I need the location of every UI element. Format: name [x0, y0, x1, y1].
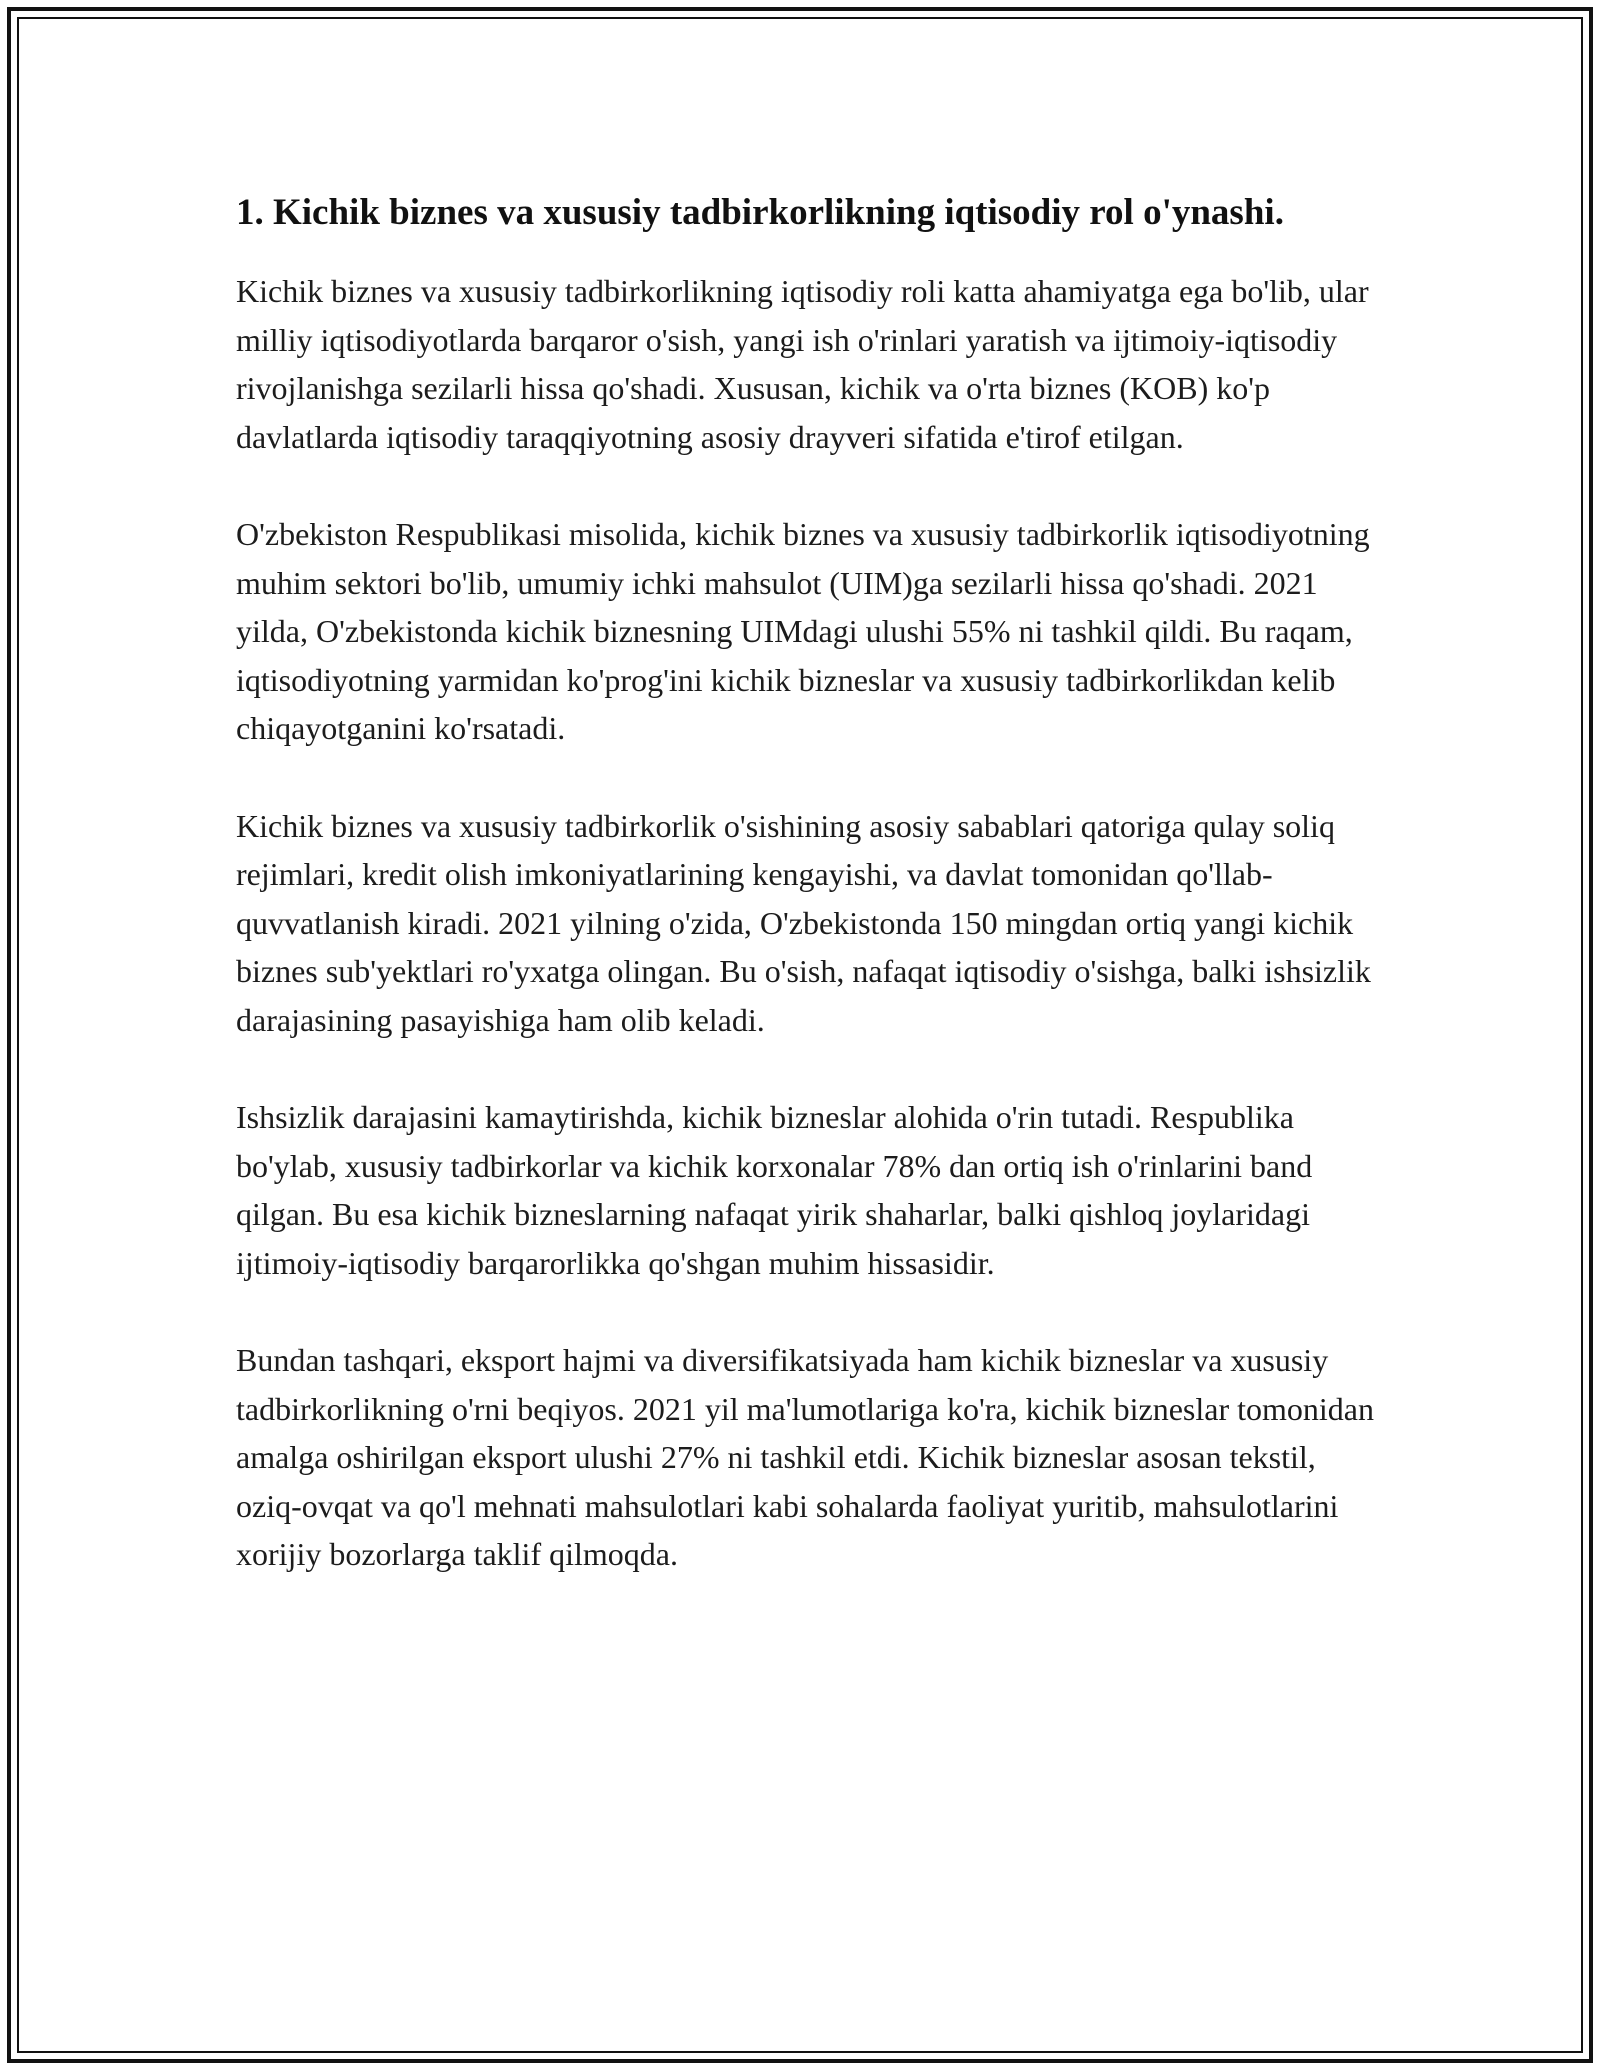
- paragraph-5: Bundan tashqari, eksport hajmi va diversifikatsiyada ham kichik bizneslar va xususiy tadbirkorlikning o'rni beqiyos. 2021 yil ma'lumotlariga ko'ra, kichik bizneslar tomonidan amalga oshirilgan eksport ulushi 27% ni tashkil etdi. Kichik bizneslar asosan tekstil, oziq-ovqat va qo'l mehnati mahsulotlari kabi sohalarda faoliyat yuritib, mahsulotlarini xorijiy bozorlarga taklif qilmoqda.: [236, 1342, 1374, 1572]
- paragraph-4: Ishsizlik darajasini kamaytirishda, kichik bizneslar alohida o'rin tutadi. Respublika bo'ylab, xususiy tadbirkorlar va kichik korxonalar 78% dan ortiq ish o'rinlarini band qilgan. Bu esa kichik bizneslarning nafaqat yirik shaharlar, balki qishloq joylaridagi ijtimoiy-iqtisodiy barqarorlikka qo'shgan muhim hissasidir.: [236, 1099, 1313, 1281]
- paragraph-1: Kichik biznes va xususiy tadbirkorlikning iqtisodiy roli katta ahamiyatga ega bo'lib, ular milliy iqtisodiyotlarda barqaror o'sish, yangi ish o'rinlari yaratish va ijtimoiy-iqtisodiy rivojlanishga sezilarli hissa qo'shadi. Xususan, kichik va o'rta biznes (KOB) ko'p davlatlarda iqtisodiy taraqqiyotning asosiy drayveri sifatida e'tirof etilgan.: [236, 273, 1369, 455]
- paragraph-3: Kichik biznes va xususiy tadbirkorlik o'sishining asosiy sabablari qatoriga qulay soliq rejimlari, kredit olish imkoniyatlarining kengayishi, va davlat tomonidan qo'llab-quvvatlanish kiradi. 2021 yilning o'zida, O'zbekistonda 150 mingdan ortiq yangi kichik biznes sub'yektlari ro'yxatga olingan. Bu o'sish, nafaqat iqtisodiy o'sishga, balki ishsizlik darajasining pasayishiga ham olib keladi.: [236, 807, 1371, 1038]
- paragraph-2: O'zbekiston Respublikasi misolida, kichik biznes va xususiy tadbirkorlik iqtisodiyotning muhim sektori bo'lib, umumiy ichki mahsulot (UIM)ga sezilarli hissa qo'shadi. 2021 yilda, O'zbekistonda kichik biznesning UIMdagi ulushi 55% ni tashkil qildi. Bu raqam, iqtisodiyotning yarmidan ko'prog'ini kichik bizneslar va xususiy tadbirkorlikdan kelib chiqayotganini ko'rsatadi.: [236, 516, 1370, 746]
- document-body: [236, 185, 1376, 1628]
- section-heading: 1. Kichik biznes va xususiy tadbirkorlikning iqtisodiy rol o'ynashi.: [236, 192, 1284, 233]
